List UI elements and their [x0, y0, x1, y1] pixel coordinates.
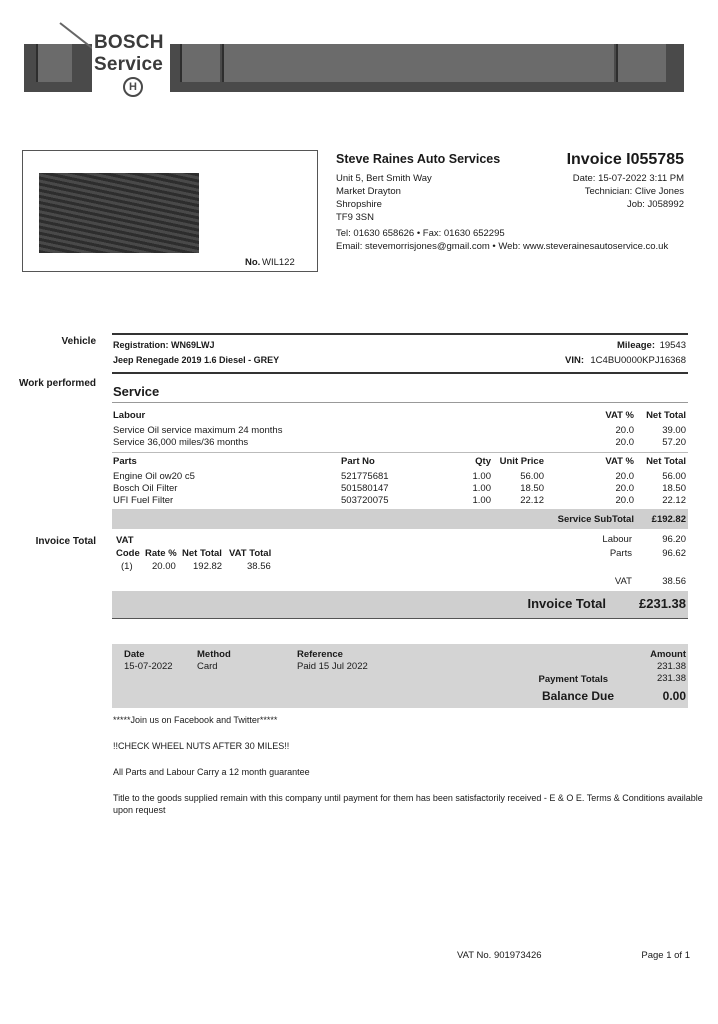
payment-row-reference: Paid 15 Jul 2022	[297, 661, 368, 672]
customer-address-box	[22, 150, 318, 272]
company-email: Email: stevemorrisjones@gmail.com • Web: www.steverainesautoservice.co.uk	[336, 241, 669, 252]
note-line: *****Join us on Facebook and Twitter*****	[113, 715, 278, 725]
payment-row-date: 15-07-2022	[124, 661, 173, 672]
company-tel: Tel: 01630 658626 • Fax: 01630 652295	[336, 228, 505, 239]
work-title: Service	[113, 384, 160, 399]
part-row-partno: 503720075	[341, 495, 389, 506]
part-row-vat: 20.0	[615, 471, 634, 482]
labour-row-net: 57.20	[662, 437, 686, 448]
vat-total-label: VAT	[614, 576, 632, 587]
labour-row-desc: Service Oil service maximum 24 months	[113, 425, 283, 436]
part-row-price: 56.00	[520, 471, 544, 482]
balance-due-label: Balance Due	[541, 689, 614, 703]
payment-totals-label: Payment Totals	[538, 674, 608, 685]
labour-row-net: 39.00	[662, 425, 686, 436]
labour-col-vat: VAT %	[605, 410, 634, 421]
payment-row-amount: 231.38	[656, 661, 686, 672]
invoice-technician: Technician: Clive Jones	[584, 186, 684, 197]
parts-col-net: Net Total	[646, 456, 686, 467]
part-row-vat: 20.0	[615, 483, 634, 494]
labour-total-value: 96.20	[662, 534, 686, 545]
redacted-address	[39, 173, 199, 253]
part-row-partno: 521775681	[341, 471, 389, 482]
customer-no-label: No.	[245, 257, 261, 268]
subtotal-value: £192.82	[651, 514, 686, 525]
vat-row-net: 192.82	[193, 561, 223, 572]
labour-total-label: Labour	[602, 534, 632, 545]
payment-col-amount: Amount	[650, 649, 686, 660]
mileage-label: Mileage:	[617, 340, 656, 351]
vat-row-vat: 38.56	[247, 561, 271, 572]
part-row-qty: 1.00	[472, 483, 491, 494]
vehicle-top-rule	[112, 333, 688, 335]
labour-row-vat: 20.0	[615, 437, 634, 448]
page-number: Page 1 of 1	[641, 950, 690, 961]
vat-col-code: Code	[116, 548, 140, 559]
part-row-net: 56.00	[662, 471, 686, 482]
bosch-emblem-icon: H	[123, 77, 143, 97]
part-row-partno: 501580147	[341, 483, 389, 494]
labour-row-desc: Service 36,000 miles/36 months	[113, 437, 249, 448]
payment-totals-value: 231.38	[656, 673, 686, 684]
company-address-line: Shropshire	[336, 199, 382, 210]
mileage-value: 19543	[659, 340, 686, 351]
parts-total-value: 96.62	[662, 548, 686, 559]
payment-col-date: Date	[124, 649, 145, 660]
company-address-line: Unit 5, Bert Smith Way	[336, 173, 432, 184]
logo-line1: BOSCH	[94, 32, 164, 53]
banner-segment	[222, 44, 614, 82]
parts-col-price: Unit Price	[499, 456, 544, 467]
part-row-price: 18.50	[520, 483, 544, 494]
logo-line2: Service	[94, 54, 164, 75]
note-line: Title to the goods supplied remain with this company until payment for them has been satisfactorily received - E & O E. Terms & Conditions available	[113, 793, 703, 803]
part-row-net: 18.50	[662, 483, 686, 494]
vat-col-vat: VAT Total	[229, 548, 272, 559]
invoice-title: Invoice I055785	[566, 151, 684, 168]
parts-col-partno: Part No	[341, 456, 375, 467]
note-line: upon request	[113, 805, 166, 815]
part-row-net: 22.12	[662, 495, 686, 506]
invoice-date: Date: 15-07-2022 3:11 PM	[572, 173, 684, 184]
part-row-desc: Bosch Oil Filter	[113, 483, 178, 494]
vin-value: 1C4BU0000KPJ16368	[590, 355, 686, 366]
payment-row-method: Card	[197, 661, 218, 672]
part-row-qty: 1.00	[472, 471, 491, 482]
invoice-total-section-label: Invoice Total	[35, 536, 96, 547]
parts-header: Parts	[113, 456, 137, 467]
vehicle-registration: Registration: WN69LWJ	[113, 340, 215, 350]
parts-rule	[112, 452, 688, 453]
part-row-price: 22.12	[520, 495, 544, 506]
vehicle-section-label: Vehicle	[61, 336, 96, 347]
part-row-vat: 20.0	[615, 495, 634, 506]
vat-col-rate: Rate %	[145, 548, 177, 559]
vehicle-bottom-rule	[112, 372, 688, 374]
parts-col-vat: VAT %	[605, 456, 634, 467]
vat-col-net: Net Total	[182, 548, 222, 559]
vat-total-value: 38.56	[662, 576, 686, 587]
banner-segment	[616, 44, 666, 82]
banner-segment	[36, 44, 72, 82]
vat-number: VAT No. 901973426	[457, 950, 542, 961]
work-section-label: Work performed	[18, 378, 96, 389]
invoice-total-label: Invoice Total	[527, 596, 606, 611]
vat-row-rate: 20.00	[152, 561, 176, 572]
vat-title: VAT	[116, 535, 134, 546]
balance-due-value: 0.00	[662, 689, 686, 703]
vat-row-code: (1)	[121, 561, 133, 572]
vehicle-description: Jeep Renegade 2019 1.6 Diesel - GREY	[113, 355, 280, 365]
banner-segment	[180, 44, 220, 82]
company-address-line: Market Drayton	[336, 186, 401, 197]
customer-no-value: WIL122	[262, 257, 295, 268]
parts-col-qty: Qty	[475, 456, 491, 467]
company-address-line: TF9 3SN	[336, 212, 375, 223]
note-line: !!CHECK WHEEL NUTS AFTER 30 MILES!!	[113, 741, 290, 751]
work-title-rule	[112, 402, 688, 403]
payment-col-method: Method	[197, 649, 231, 660]
vin-label: VIN:	[565, 355, 584, 366]
invoice-total-rule	[112, 618, 688, 619]
part-row-desc: Engine Oil ow20 c5	[113, 471, 195, 482]
subtotal-label: Service SubTotal	[557, 514, 634, 525]
labour-col-net: Net Total	[646, 410, 686, 421]
labour-row-vat: 20.0	[615, 425, 634, 436]
part-row-qty: 1.00	[472, 495, 491, 506]
note-line: All Parts and Labour Carry a 12 month guarantee	[113, 767, 310, 777]
invoice-total-value: £231.38	[639, 596, 686, 611]
invoice-job: Job: J058992	[626, 199, 684, 210]
company-name: Steve Raines Auto Services	[336, 152, 501, 166]
part-row-desc: UFI Fuel Filter	[113, 495, 174, 506]
parts-total-label: Parts	[609, 548, 632, 559]
payment-col-reference: Reference	[297, 649, 343, 660]
labour-header: Labour	[113, 410, 146, 421]
